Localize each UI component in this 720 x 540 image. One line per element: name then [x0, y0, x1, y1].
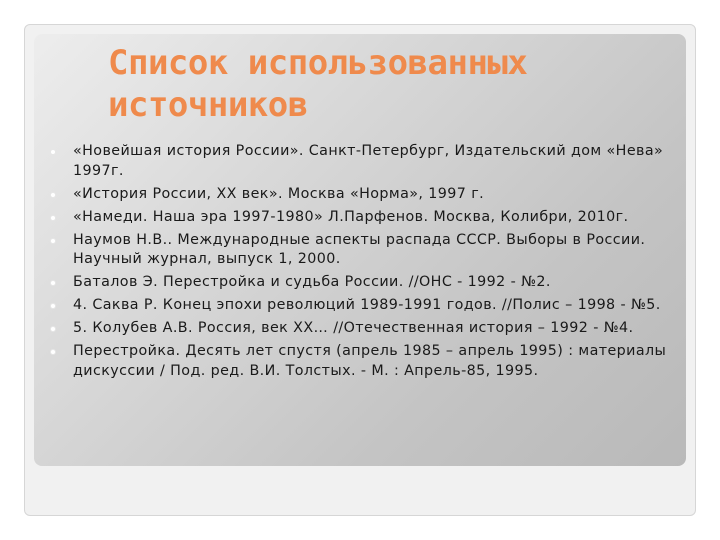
source-item [50, 296, 678, 316]
source-text: Баталов Э. Перестройка и судьба России. //ОНС - 1992 - №2. [73, 274, 551, 290]
title-line-1: Список использованных [108, 43, 528, 83]
source-item [50, 273, 678, 293]
source-text: 5. Колубев А.В. Россия, век ХХ… //Отечественная история – 1992 - №4. [73, 320, 634, 336]
source-item [50, 342, 678, 381]
title-line-2: источников [108, 85, 308, 125]
bullet-icon [50, 215, 56, 221]
source-text: Перестройка. Десять лет спустя (апрель 1985 – апрель 1995) : материалы дискуссии / Под. ред. В.И. Толстых. - М. : Апрель-85, 1995. [73, 343, 667, 379]
source-text: Наумов Н.В.. Международные аспекты распада СССР. Выборы в России. Научный журнал, выпуск 1, 2000. [73, 231, 646, 267]
source-text: «Намеди. Наша эра 1997-1980» Л.Парфенов. Москва, Колибри, 2010г. [73, 208, 629, 225]
bullet-icon [50, 326, 56, 332]
source-item [50, 319, 678, 339]
source-item [50, 231, 678, 270]
slide-title [108, 42, 668, 126]
source-text: 4. Саква Р. Конец эпохи революций 1989-1991 годов. //Полис – 1998 - №5. [73, 297, 661, 313]
bullet-icon [50, 238, 56, 244]
source-item [50, 208, 678, 228]
bullet-icon [50, 192, 56, 198]
bullet-icon [50, 349, 56, 355]
source-item [50, 142, 678, 181]
bullet-icon [50, 280, 56, 286]
bullet-icon [50, 149, 56, 155]
bullet-icon [50, 303, 56, 309]
source-text: «Новейшая история России». Санкт-Петербург, Издательский дом «Нева» 1997г. [73, 143, 664, 179]
sources-list [50, 142, 678, 385]
source-item [50, 185, 678, 205]
source-text: «История России, ХХ век». Москва «Норма», 1997 г. [73, 185, 485, 202]
